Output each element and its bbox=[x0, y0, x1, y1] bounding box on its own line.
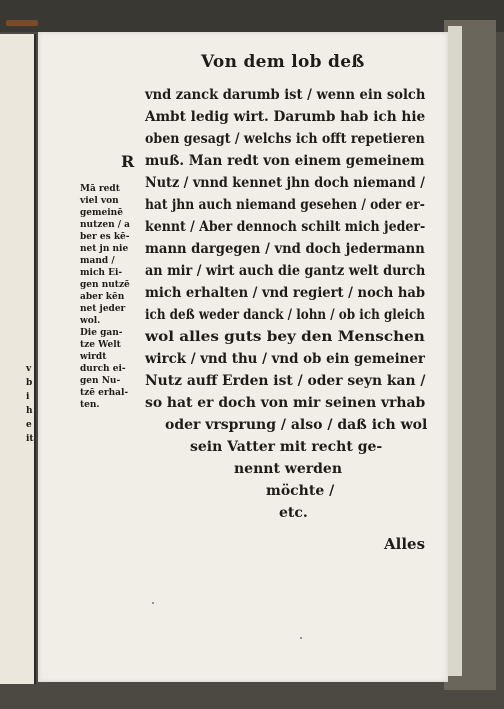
prev-marg-line: b bbox=[26, 378, 33, 388]
body-line: vnd zanck darumb ist / wenn ein solch bbox=[145, 87, 426, 103]
marginal-line: mich Ei- bbox=[80, 268, 123, 278]
page-stack-edge bbox=[448, 26, 462, 676]
marginal-line: wol. bbox=[80, 316, 101, 326]
paper-speck bbox=[300, 637, 302, 639]
marginal-line: gen nutzē bbox=[80, 280, 130, 290]
body-line: an mir / wirt auch die gantz welt durch bbox=[145, 263, 426, 279]
previous-page-marginalia bbox=[26, 362, 36, 446]
body-line: oder vrsprung / also / daß ich wol bbox=[165, 417, 428, 433]
marginal-line: viel von bbox=[80, 196, 119, 206]
marginal-line: tzē erhal- bbox=[80, 388, 129, 398]
marginal-line: tze Welt bbox=[80, 340, 121, 350]
body-line: nennt werden bbox=[234, 461, 342, 477]
body-line: ich deß weder danck / lohn / ob ich gleich bbox=[145, 307, 425, 323]
body-line: etc. bbox=[279, 505, 308, 521]
body-line: möchte / bbox=[266, 483, 335, 499]
marginal-line: Die gan- bbox=[80, 328, 123, 338]
paper-speck bbox=[152, 602, 154, 604]
marginal-line: gemeinē bbox=[80, 208, 123, 218]
marginal-line: net jn nie bbox=[80, 244, 129, 254]
body-line: Nutz auff Erden ist / oder seyn kan / bbox=[145, 373, 426, 389]
body-line: oben gesagt / welchs ich offt repetieren bbox=[145, 131, 425, 147]
body-line: muß. Man redt von einem gemeinem bbox=[145, 153, 425, 169]
running-headline: Von dem lob deß bbox=[201, 52, 365, 72]
prev-marg-line: i bbox=[26, 392, 30, 402]
prev-marg-line: e bbox=[26, 420, 32, 430]
prev-marg-line: it bbox=[26, 434, 34, 444]
marginal-line: wirdt bbox=[80, 352, 107, 362]
body-line: hat jhn auch niemand gesehen / oder er- bbox=[145, 197, 425, 213]
catchword: Alles bbox=[384, 535, 426, 553]
previous-page bbox=[0, 34, 36, 684]
marginal-line: durch ei- bbox=[80, 364, 126, 374]
body-line: Nutz / vnnd kennet jhn doch niemand / bbox=[145, 175, 425, 191]
body-line: mann dargegen / vnd doch jedermann bbox=[145, 241, 425, 257]
marginal-line: gen Nu- bbox=[80, 376, 121, 386]
initial-mark: R bbox=[121, 152, 135, 171]
body-line: sein Vatter mit recht ge- bbox=[190, 439, 383, 455]
binding-thread bbox=[6, 20, 38, 26]
body-line: so hat er doch von mir seinen vrhab bbox=[145, 395, 426, 411]
marginal-line: ber es kē- bbox=[80, 232, 130, 242]
body-line: Ambt ledig wirt. Darumb hab ich hie bbox=[145, 109, 426, 125]
marginal-line: net jeder bbox=[80, 304, 126, 314]
marginal-line: mand / bbox=[80, 256, 115, 266]
marginal-line: aber kēn bbox=[80, 292, 125, 302]
scan-background bbox=[0, 0, 504, 32]
marginal-line: Mā redt bbox=[80, 184, 120, 194]
marginal-line: ten. bbox=[80, 400, 100, 410]
prev-marg-line: h bbox=[26, 406, 33, 416]
body-line: mich erhalten / vnd regiert / noch hab bbox=[145, 285, 426, 301]
marginal-line: nutzen / a bbox=[80, 220, 131, 230]
body-line: wirck / vnd thu / vnd ob ein gemeiner bbox=[145, 351, 425, 367]
body-line: kennt / Aber dennoch schilt mich jeder- bbox=[145, 219, 426, 235]
prev-marg-line: v bbox=[26, 364, 32, 374]
body-line: wol alles guts bey den Menschen bbox=[145, 329, 425, 345]
